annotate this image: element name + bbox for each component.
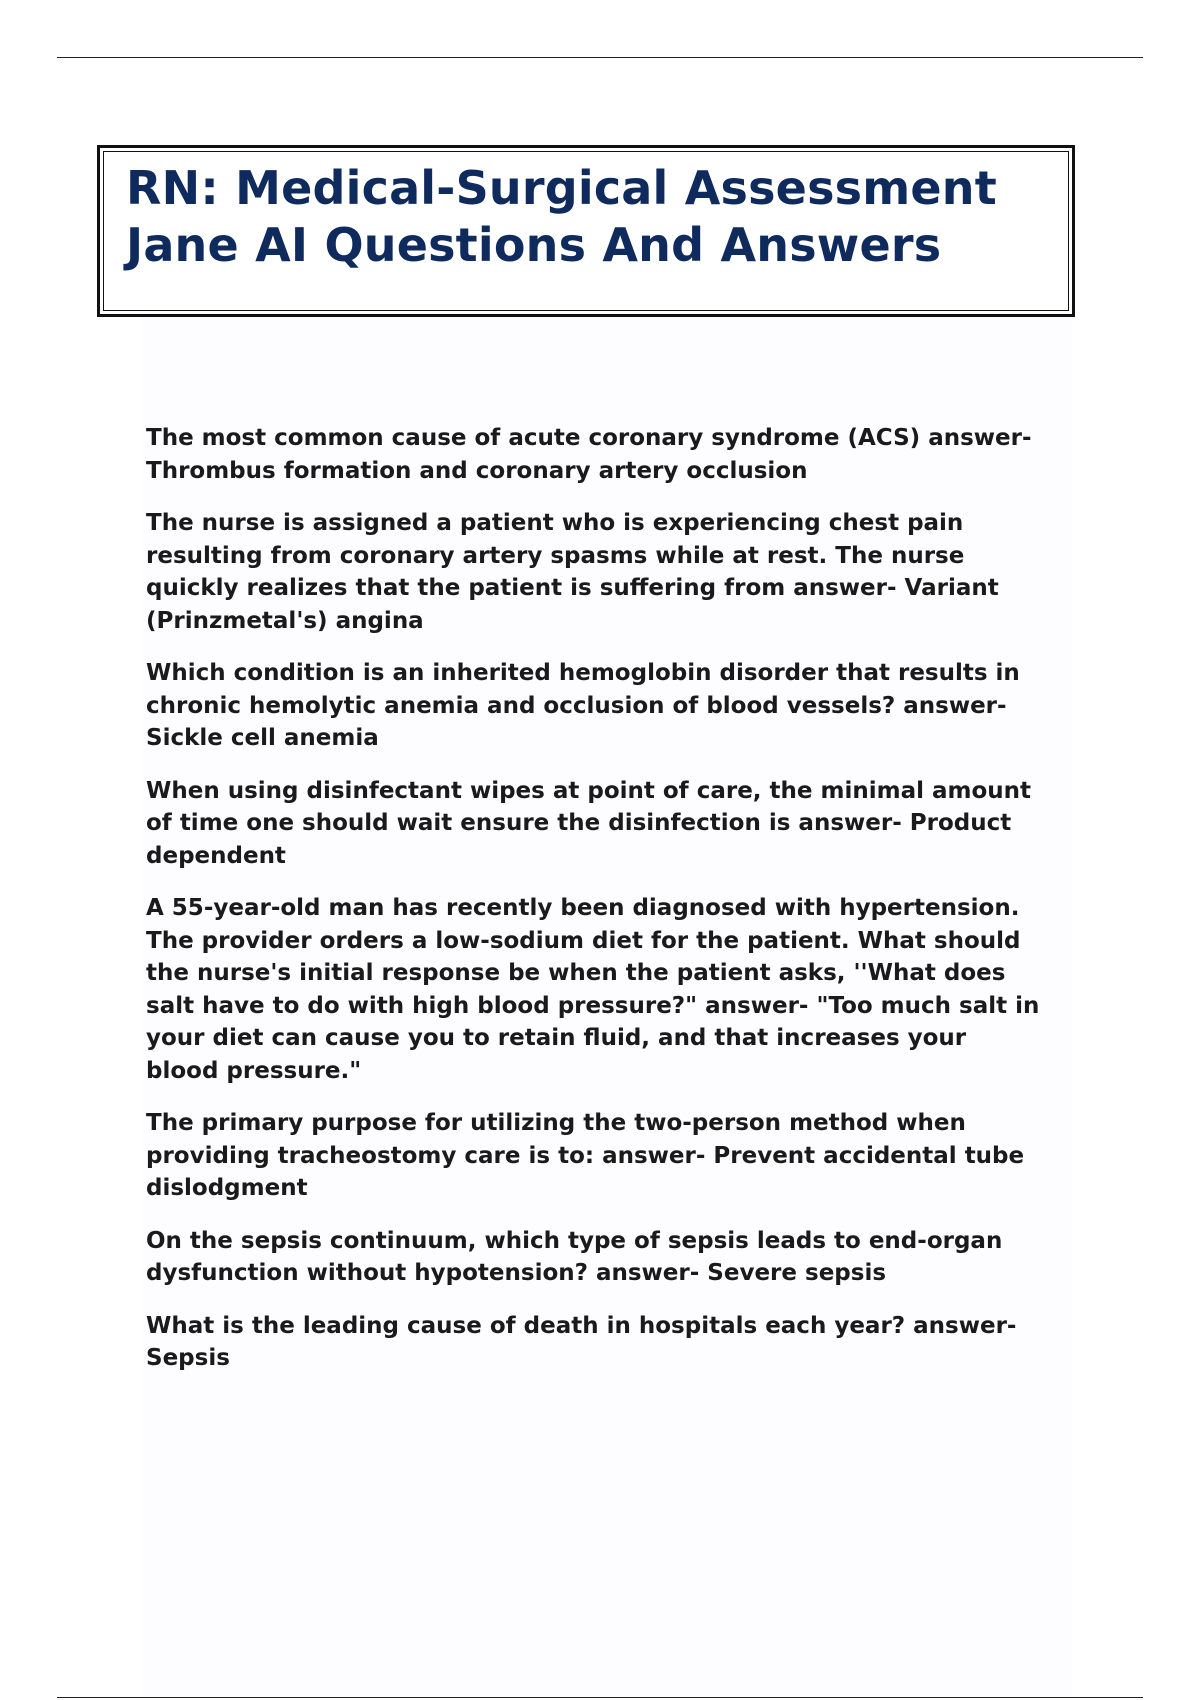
qa-list xyxy=(146,422,1096,1395)
top-rule xyxy=(57,57,1143,58)
qa-item: When using disinfectant wipes at point of care, the minimal amount of time one should wait ensure the disinfection is answer- Product dependent xyxy=(146,777,1032,869)
qa-item: A 55-year-old man has recently been diagnosed with hypertension. The provider orders a low-sodium diet for the patient. What should the nurse's initial response be when the patient asks, ''What does salt have to do with high blood pressure?" answer- "Too much salt in your diet can cause you to retain fluid, and that increases your blood pressure." xyxy=(146,895,1040,1084)
qa-item: What is the leading cause of death in hospitals each year? answer- Sepsis xyxy=(146,1312,1017,1371)
qa-item: The nurse is assigned a patient who is experiencing chest pain resulting from coronary artery spasms while at rest. The nurse quickly realizes that the patient is suffering from answer- Variant (Prinzmetal's) angina xyxy=(146,510,999,634)
title-box xyxy=(97,145,1075,317)
qa-item: The primary purpose for utilizing the two-person method when providing tracheostomy care is to: answer- Prevent accidental tube dislodgment xyxy=(146,1110,1025,1201)
qa-item: Which condition is an inherited hemoglobin disorder that results in chronic hemolytic anemia and occlusion of blood vessels? answer- Sickle cell anemia xyxy=(146,660,1020,751)
document-title-line-2: Jane AI Questions And Answers xyxy=(126,218,942,272)
qa-item: On the sepsis continuum, which type of sepsis leads to end-organ dysfunction without hypotension? answer- Severe sepsis xyxy=(146,1227,1003,1286)
qa-item: The most common cause of acute coronary syndrome (ACS) answer- Thrombus formation and coronary artery occlusion xyxy=(146,425,1032,484)
document-title-line-1: RN: Medical-Surgical Assessment xyxy=(126,161,997,215)
bottom-rule xyxy=(57,1697,1143,1698)
title-box-inner xyxy=(103,151,1069,311)
